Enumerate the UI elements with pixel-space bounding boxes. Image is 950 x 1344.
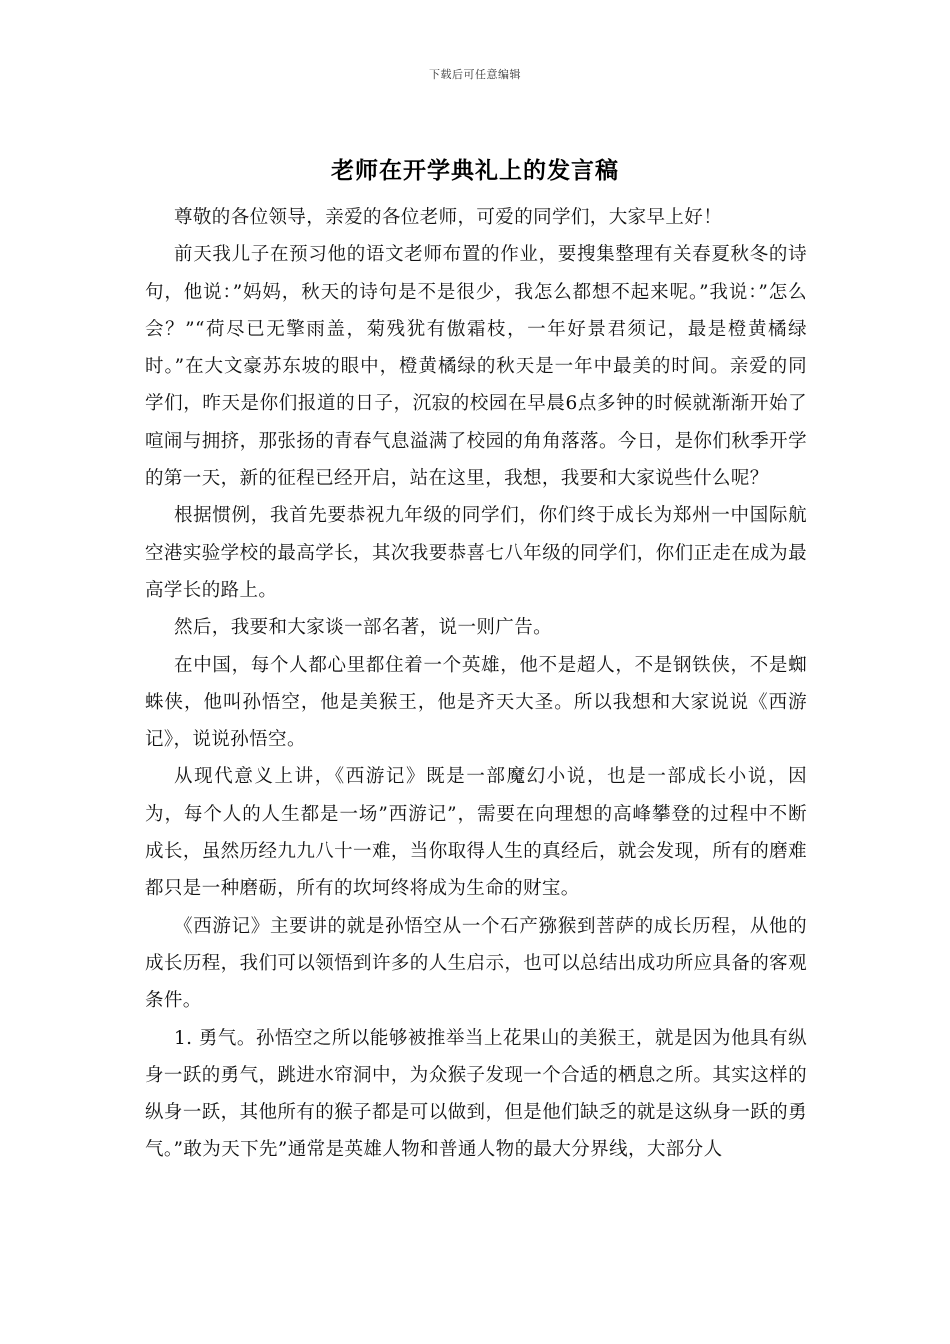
paragraph: 在中国，每个人都心里都住着一个英雄，他不是超人，不是钢铁侠，不是蜘蛛侠，他叫孙悟空，他是美猴王，他是齐天大圣。所以我想和大家说说《西游记》，说说孙悟空。 [145,654,807,751]
paragraph: 《西游记》主要讲的就是孙悟空从一个石产猕猴到菩萨的成长历程，从他的成长历程，我们可以领悟到许多的人生启示，也可以总结出成功所应具备的客观条件。 [145,915,807,1012]
paragraph: 从现代意义上讲，《西游记》既是一部魔幻小说，也是一部成长小说，因为，每个人的人生都是一场”西游记”，需要在向理想的高峰攀登的过程中不断成长，虽然历经九九八十一难，当你取得人生的真经后，就会发现，所有的磨难都只是一种磨砺，所有的坎坷终将成为生命的财宝。 [145,766,807,900]
paragraph: 前天我儿子在预习他的语文老师布置的作业，要搜集整理有关春夏秋冬的诗句，他说：”妈妈，秋天的诗句是不是很少，我怎么都想不起来呢。”我说：”怎么会？”“荷尽已无擎雨盖，菊残犹有傲霜枝，一年好景君须记，最是橙黄橘绿时。”在大文豪苏东坡的眼中，橙黄橘绿的秋天是一年中最美的时间。亲爱的同学们，昨天是你们报道的日子，沉寂的校园在早晨6点多钟的时候就渐渐开始了喧闹与拥挤，那张扬的青春气息溢满了校园的角角落落。今日，是你们秋季开学的第一天，新的征程已经开启，站在这里，我想，我要和大家说些什么呢？ [145,244,807,490]
paragraph: 然后，我要和大家谈一部名著，说一则广告。 [174,617,553,639]
document-body [145,199,807,1169]
paragraph: 根据惯例，我首先要恭祝九年级的同学们，你们终于成长为郑州一中国际航空港实验学校的最高学长，其次我要恭喜七八年级的同学们，你们正走在成为最高学长的路上。 [145,505,807,601]
paragraph-point-1: 1. 勇气。孙悟空之所以能够被推举当上花果山的美猴王，就是因为他具有纵身一跃的勇气，跳进水帘洞中，为众猴子发现一个合适的栖息之所。其实这样的纵身一跃，其他所有的猴子都是可以做到，但是他们缺乏的就是这纵身一跃的勇气。”敢为天下先”通常是英雄人物和普通人物的最大分界线，大部分人 [145,1027,807,1161]
document-title: 老师在开学典礼上的发言稿 [331,157,619,184]
header-note: 下载后可任意编辑 [429,68,521,81]
paragraph-greeting: 尊敬的各位领导，亲爱的各位老师，可爱的同学们，大家早上好！ [174,207,723,228]
